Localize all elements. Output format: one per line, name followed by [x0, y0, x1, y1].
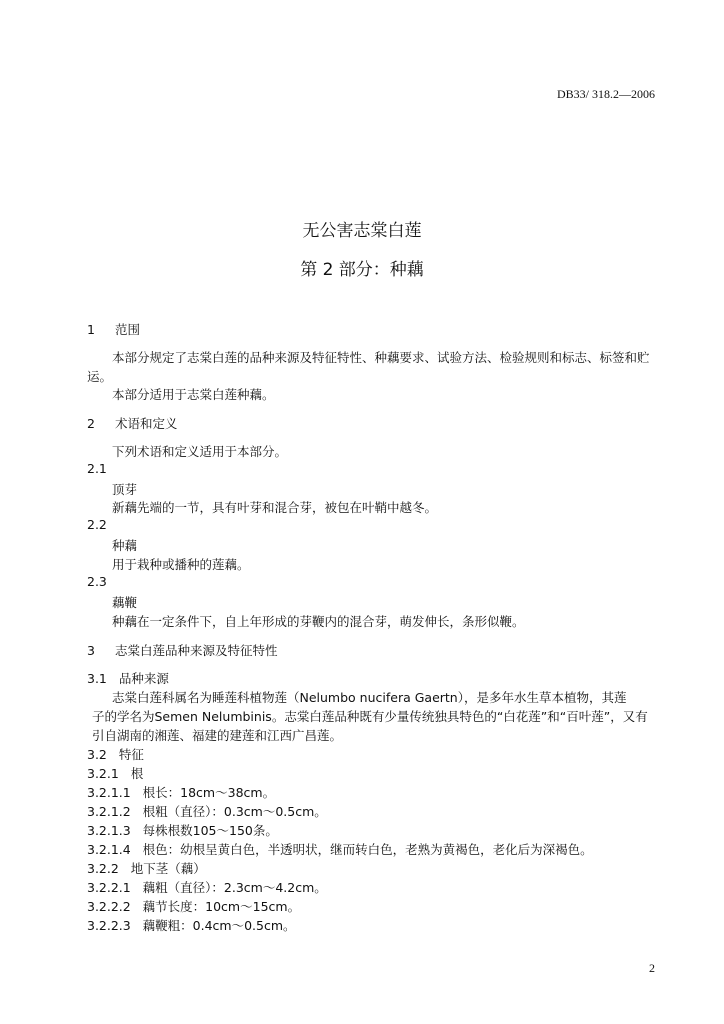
- list-item: 3.2.1.2 根粗（直径）：0.3cm～0.5cm。: [87, 804, 327, 819]
- list-item: 3.2.2.1 藕粗（直径）：2.3cm～4.2cm。: [87, 880, 327, 895]
- list-item: 3.2.1.3 每株根数105～150条。: [87, 823, 278, 838]
- list-item: 3.2.1.1 根长：18cm～38cm。: [87, 785, 276, 800]
- term-number: 2.1: [87, 461, 107, 476]
- paragraph-line: 引自湖南的湘莲、福建的建莲和江西广昌莲。: [92, 728, 343, 743]
- term-name: 顶芽: [112, 482, 138, 497]
- list-item: 3.2.2.3 藕鞭粗：0.4cm～0.5cm。: [87, 918, 296, 933]
- term-definition: 种藕在一定条件下，自上年形成的芽鞭内的混合芽，萌发伸长，条形似鞭。: [112, 614, 525, 629]
- subsection-heading: 3.2 特征: [87, 747, 144, 762]
- subsection-heading: 3.2.1 根: [87, 766, 144, 781]
- term-definition: 用于栽种或播种的莲藕。: [112, 557, 250, 572]
- section-heading: 3 志棠白莲品种来源及特征特性: [87, 643, 278, 658]
- paragraph-line: 本部分适用于志棠白莲种藕。: [112, 387, 275, 402]
- paragraph-line: 运。: [87, 369, 113, 384]
- section-heading: 2 术语和定义: [87, 416, 178, 431]
- list-item: 3.2.1.4 根色：幼根呈黄白色，半透明状，继而转白色，老熟为黄褐色，老化后为深褐色。: [87, 842, 593, 857]
- page-number: 2: [649, 961, 655, 975]
- section-heading: 1 范围: [87, 322, 140, 337]
- term-definition: 新藕先端的一节，具有叶芽和混合芽，被包在叶鞘中越冬。: [112, 500, 438, 515]
- subsection-heading: 3.1 品种来源: [87, 671, 169, 686]
- term-number: 2.3: [87, 574, 107, 589]
- standard-number: DB33/ 318.2—2006: [556, 87, 655, 101]
- term-name: 藕鞭: [112, 595, 138, 610]
- list-item: 3.2.2.2 藕节长度：10cm～15cm。: [87, 899, 301, 914]
- document-title: 无公害志棠白莲: [302, 221, 422, 241]
- document-subtitle: 第 2 部分：种藕: [300, 260, 424, 280]
- paragraph-line: 志棠白莲科属名为睡莲科植物莲（Nelumbo nucifera Gaertn），是多年水生草本植物，其莲: [112, 690, 627, 705]
- term-number: 2.2: [87, 517, 107, 532]
- term-name: 种藕: [112, 538, 138, 553]
- paragraph-line: 下列术语和定义适用于本部分。: [112, 444, 288, 459]
- paragraph-line: 子的学名为Semen Nelumbinis。志棠白莲品种既有少量传统独具特色的“白花莲”和“百叶莲”，又有: [92, 709, 648, 724]
- paragraph-line: 本部分规定了志棠白莲的品种来源及特征特性、种藕要求、试验方法、检验规则和标志、标签和贮: [112, 350, 650, 365]
- subsection-heading: 3.2.2 地下茎（藕）: [87, 861, 206, 876]
